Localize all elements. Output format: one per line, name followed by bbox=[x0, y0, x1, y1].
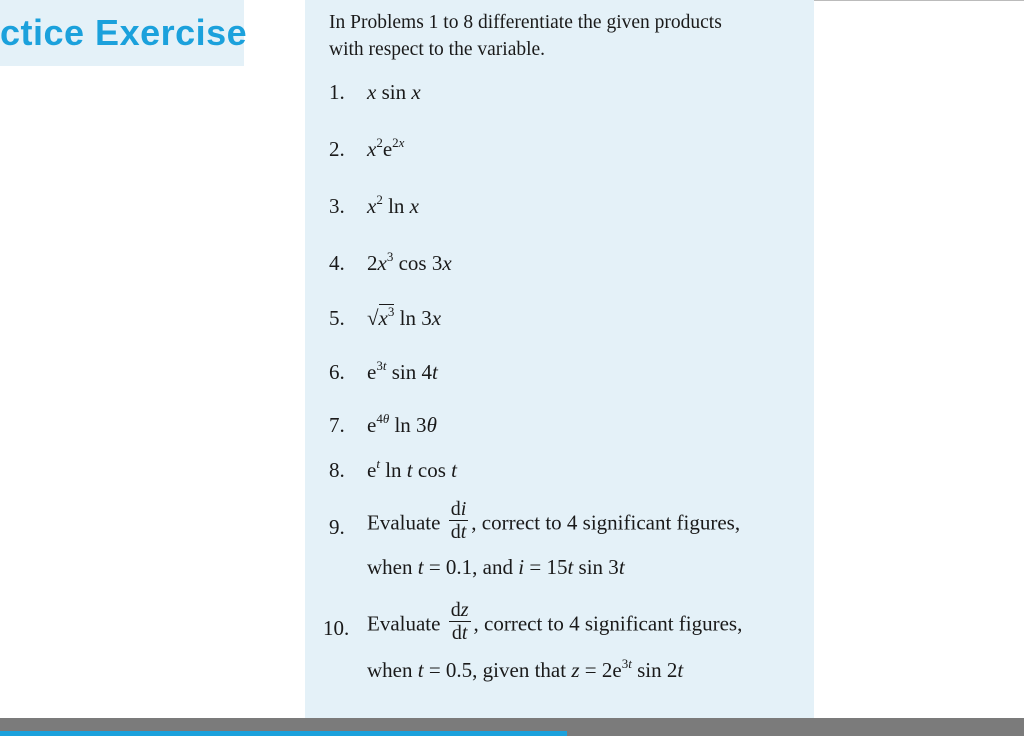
problem-number: 3. bbox=[329, 194, 345, 218]
derivative-fraction: $\frac{di}{dt}$ bbox=[450, 498, 467, 543]
problem-expression: $x^2e^{2x}$ bbox=[367, 135, 405, 161]
problem-tail: , correct to 4 significant figures, bbox=[471, 510, 741, 535]
problem-expression: x sin x bbox=[367, 80, 421, 104]
evaluate-label: Evaluate bbox=[367, 611, 441, 636]
problem-number: 4. bbox=[329, 251, 345, 275]
problem-expression: $√x^3$ ln 3x bbox=[367, 304, 442, 330]
problem-number: 8. bbox=[329, 458, 345, 482]
section-heading: ctice Exercise bbox=[0, 12, 248, 53]
derivative-fraction: $\frac{dz}{dt}$ bbox=[450, 599, 469, 644]
problem-tail: , correct to 4 significant figures, bbox=[473, 611, 743, 636]
progress-indicator bbox=[0, 731, 567, 736]
problem-9 bbox=[329, 498, 809, 582]
problem-number: 10. bbox=[323, 616, 350, 640]
instructions-line-1: In Problems 1 to 8 differentiate the given products bbox=[329, 12, 722, 33]
problem-expression: $e^{3t}$ sin 4t bbox=[367, 358, 438, 384]
instructions-line-2: with respect to the variable. bbox=[329, 39, 546, 60]
problem-expression: $e^{4\theta}$ ln 3θ bbox=[367, 411, 437, 437]
problem-text bbox=[367, 599, 743, 648]
instructions bbox=[329, 9, 799, 63]
section-heading-tab bbox=[0, 0, 248, 66]
problem-number: 5. bbox=[329, 306, 345, 330]
problem-number: 1. bbox=[329, 80, 345, 104]
problem-number: 2. bbox=[329, 137, 345, 161]
problem-10 bbox=[323, 599, 809, 683]
problem-condition: when t = 0.1, and i = 15t sin 3t bbox=[367, 555, 625, 579]
evaluate-label: Evaluate bbox=[367, 510, 441, 535]
problem-number: 7. bbox=[329, 413, 345, 437]
problem-expression: $e^t$ ln t cos t bbox=[367, 456, 457, 482]
problem-number: 6. bbox=[329, 360, 345, 384]
problem-text bbox=[367, 498, 741, 547]
top-rule bbox=[814, 0, 1024, 1]
problem-condition: when t = 0.5, given that $z = 2e^{3t}$ sin 2t bbox=[367, 656, 684, 682]
exercise-panel bbox=[305, 0, 814, 718]
problem-expression: $x^2$ ln x bbox=[367, 192, 419, 218]
problem-number: 9. bbox=[329, 515, 345, 539]
problem-expression: $2x^3$ cos 3x bbox=[367, 249, 452, 275]
